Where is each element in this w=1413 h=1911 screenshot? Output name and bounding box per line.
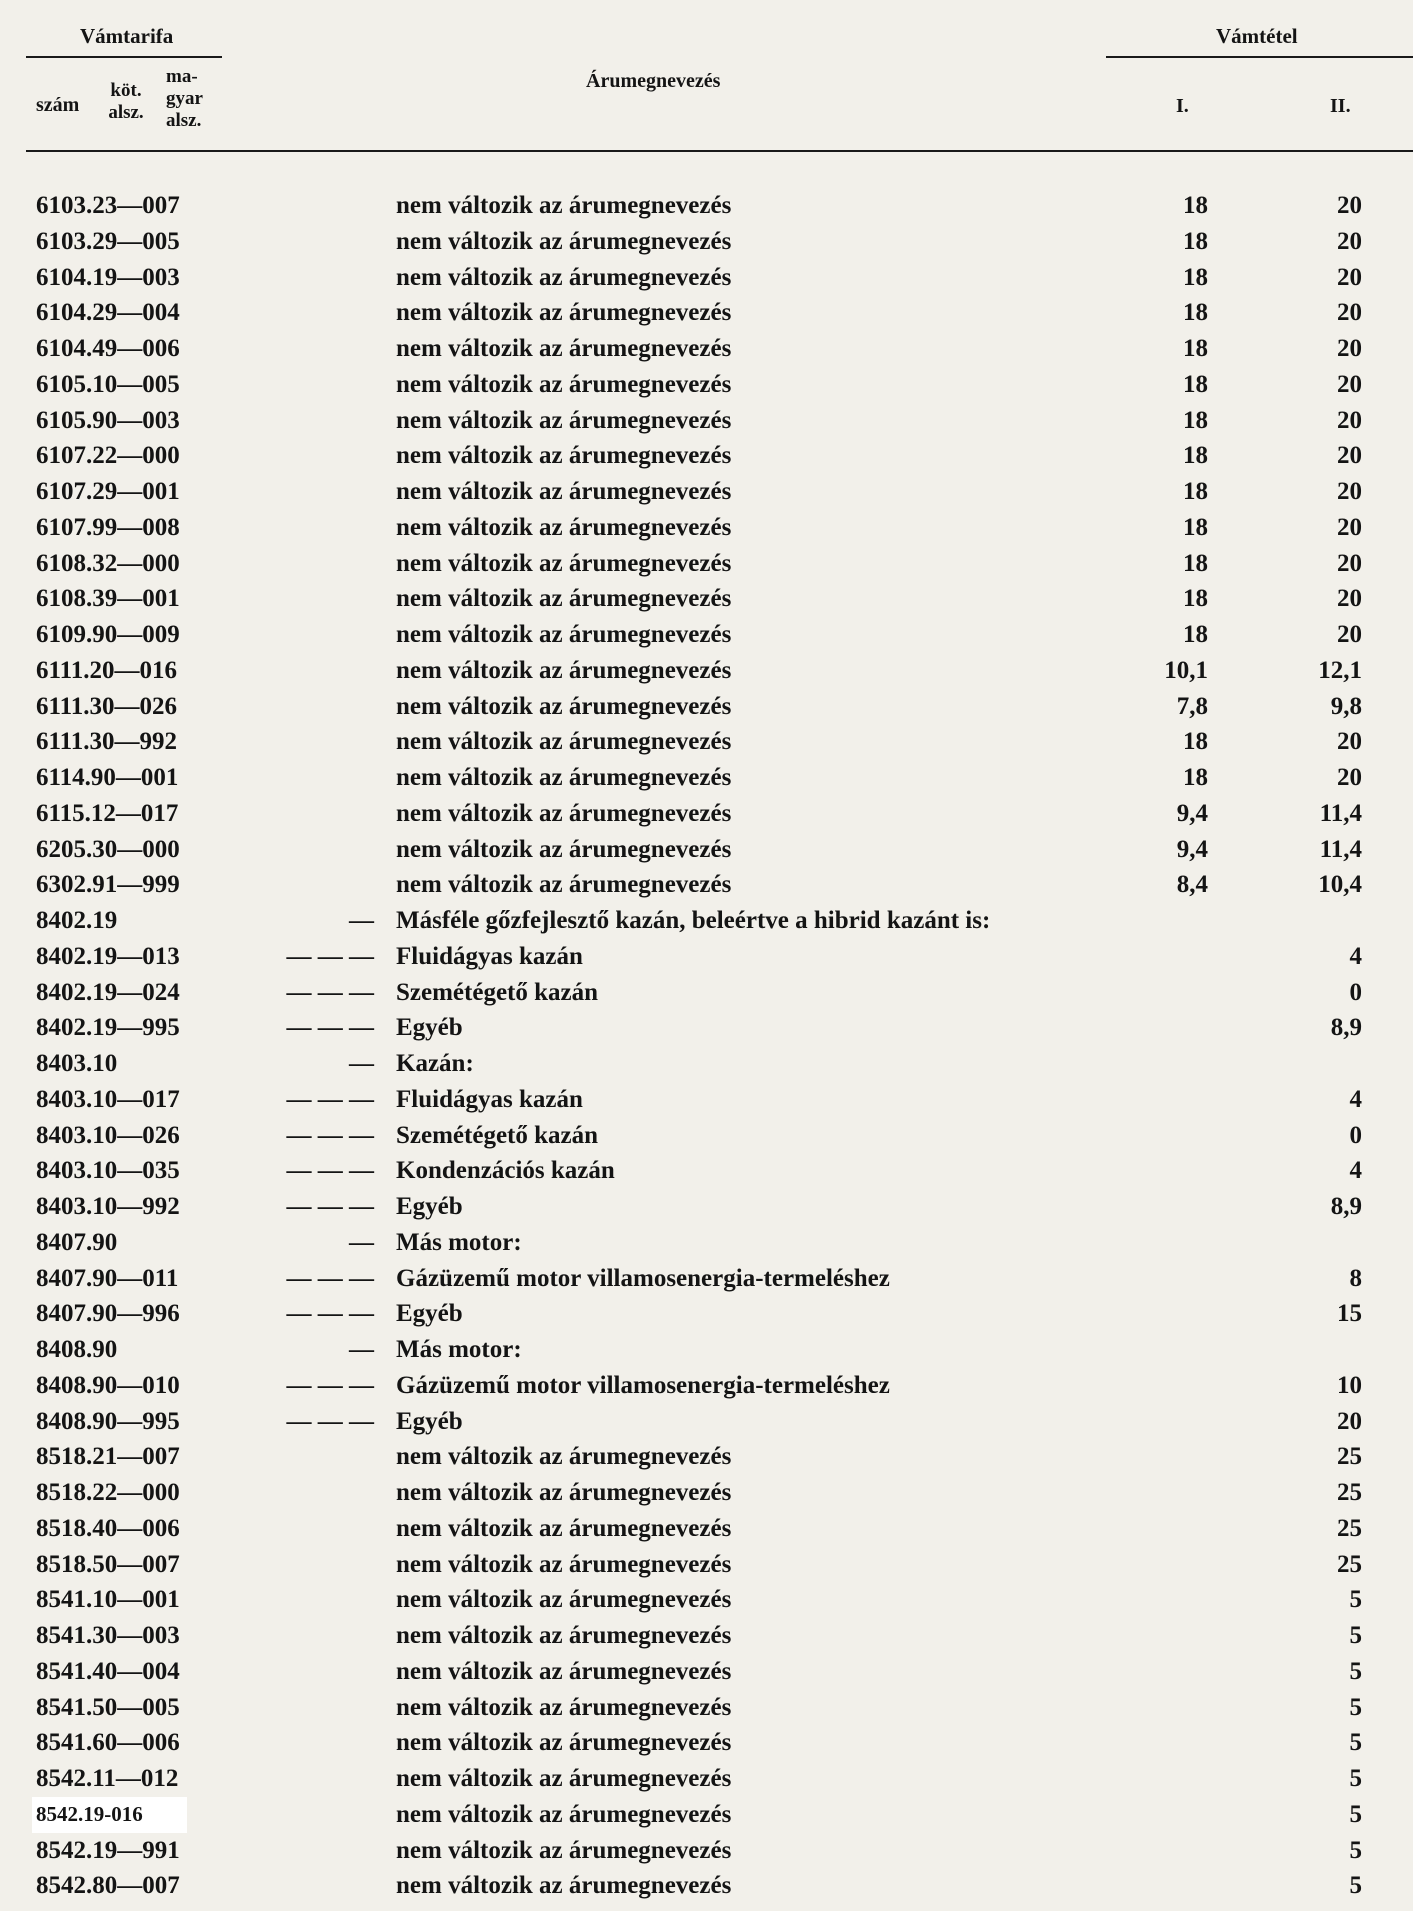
tariff-code: 6107.22—000	[36, 442, 180, 470]
dash-marker: — — —	[286, 1193, 374, 1220]
header-rule-left	[26, 56, 222, 58]
goods-description: Szemétégető kazán	[396, 978, 599, 1006]
rate-ii: 20	[1337, 335, 1362, 362]
table-row	[0, 617, 1413, 653]
goods-description: nem változik az árumegnevezés	[396, 442, 732, 470]
goods-description: nem változik az árumegnevezés	[396, 1693, 732, 1721]
rate-ii: 25	[1337, 1550, 1362, 1578]
tariff-code: 8541.30—003	[36, 1622, 180, 1649]
goods-description: Egyéb	[396, 1014, 463, 1042]
tariff-code: 6107.29—001	[36, 478, 180, 505]
dash-marker: — — —	[286, 942, 374, 970]
tariff-code: 6108.39—001	[36, 585, 180, 613]
table-row	[0, 1368, 1413, 1404]
tariff-code: 8402.19—013	[36, 942, 180, 970]
table-row	[0, 1797, 1413, 1833]
rate-ii: 25	[1337, 1479, 1362, 1506]
dash-marker: — — —	[286, 1371, 374, 1399]
table-row	[0, 546, 1413, 582]
tariff-code: 8403.10—035	[36, 1157, 180, 1185]
table-row	[0, 1833, 1413, 1869]
goods-description: nem változik az árumegnevezés	[396, 1586, 732, 1614]
tariff-code: 8518.22—000	[36, 1479, 180, 1506]
tariff-table-body	[0, 188, 1413, 1904]
tariff-code: 8542.19-016	[32, 1797, 187, 1833]
tariff-code: 8402.19	[36, 907, 118, 934]
table-row	[0, 1046, 1413, 1082]
rate-i: 18	[1183, 549, 1208, 577]
rate-ii: 8	[1349, 1264, 1362, 1292]
table-row	[0, 867, 1413, 903]
rate-i: 10,1	[1164, 656, 1208, 684]
goods-description: Szemétégető kazán	[396, 1121, 599, 1149]
rate-ii: 20	[1337, 585, 1362, 613]
header-szam: szám	[36, 94, 80, 116]
goods-description: Másféle gőzfejlesztő kazán, beleértve a hibrid kazánt is:	[396, 907, 991, 934]
goods-description: Egyéb	[396, 1407, 463, 1435]
rate-ii: 20	[1337, 442, 1362, 470]
tariff-code: 6104.29—004	[36, 299, 180, 327]
rate-i: 18	[1183, 370, 1208, 398]
rate-ii: 11,4	[1319, 835, 1362, 863]
rate-i: 18	[1183, 513, 1208, 541]
tariff-code: 6108.32—000	[36, 549, 180, 577]
header-vamtarifa: Vámtarifa	[80, 24, 174, 48]
header-magyar-alsz	[166, 66, 222, 132]
goods-description: nem változik az árumegnevezés	[396, 1872, 732, 1900]
tariff-code: 8518.40—006	[36, 1514, 180, 1542]
rate-ii: 0	[1349, 978, 1362, 1006]
rate-ii: 25	[1337, 1443, 1362, 1471]
table-row	[0, 295, 1413, 331]
table-row	[0, 367, 1413, 403]
tariff-code: 6105.90—003	[36, 406, 180, 434]
goods-description: nem változik az árumegnevezés	[396, 406, 732, 434]
rate-i: 18	[1183, 585, 1208, 613]
rate-i: 8,4	[1176, 871, 1208, 899]
dash-marker: —	[349, 907, 374, 934]
rate-ii: 9,8	[1330, 692, 1362, 720]
goods-description: nem változik az árumegnevezés	[396, 1550, 732, 1578]
table-row	[0, 1332, 1413, 1368]
header-col-i: I.	[1176, 95, 1189, 117]
rate-ii: 20	[1337, 227, 1362, 255]
rate-ii: 5	[1349, 1657, 1362, 1685]
tariff-code: 6104.19—003	[36, 263, 180, 291]
goods-description: Gázüzemű motor villamosenergia-termeléshez	[396, 1371, 890, 1399]
goods-description: nem változik az árumegnevezés	[396, 585, 732, 613]
goods-description: nem változik az árumegnevezés	[396, 478, 732, 505]
tariff-code: 6114.90—001	[36, 764, 179, 791]
table-row	[0, 760, 1413, 796]
goods-description: Egyéb	[396, 1300, 463, 1328]
tariff-code: 6111.30—992	[36, 728, 177, 756]
table-row	[0, 1582, 1413, 1618]
header-rule-right	[1106, 56, 1413, 58]
header-magyar-line3: alsz.	[166, 110, 202, 131]
tariff-code: 8542.80—007	[36, 1872, 180, 1900]
tariff-code: 8408.90—010	[36, 1371, 180, 1399]
goods-description: Fluidágyas kazán	[396, 1085, 583, 1113]
rate-ii: 15	[1337, 1300, 1362, 1328]
table-row	[0, 1118, 1413, 1154]
rate-i: 18	[1183, 335, 1208, 362]
dash-marker: — — —	[286, 1014, 374, 1042]
table-row	[0, 331, 1413, 367]
rate-ii: 20	[1337, 1407, 1362, 1435]
goods-description: nem változik az árumegnevezés	[396, 621, 732, 648]
goods-description: nem változik az árumegnevezés	[396, 799, 732, 827]
goods-description: nem változik az árumegnevezés	[396, 1479, 732, 1506]
rate-ii: 20	[1337, 513, 1362, 541]
rate-ii: 12,1	[1318, 656, 1362, 684]
rate-i: 18	[1183, 764, 1208, 791]
goods-description: nem változik az árumegnevezés	[396, 335, 732, 362]
rate-ii: 4	[1349, 1157, 1362, 1185]
table-row	[0, 1725, 1413, 1761]
tariff-code: 8408.90—995	[36, 1407, 180, 1435]
rate-ii: 10	[1337, 1371, 1362, 1399]
goods-description: nem változik az árumegnevezés	[396, 692, 732, 720]
dash-marker: —	[349, 1228, 374, 1256]
table-row	[0, 975, 1413, 1011]
goods-description: Más motor:	[396, 1228, 522, 1256]
dash-marker: — — —	[286, 1264, 374, 1292]
rate-ii: 10,4	[1318, 871, 1362, 899]
tariff-code: 6107.99—008	[36, 513, 180, 541]
table-row	[0, 1404, 1413, 1440]
table-row	[0, 1189, 1413, 1225]
header-kot-alsz	[104, 80, 148, 124]
rate-ii: 20	[1337, 764, 1362, 791]
goods-description: nem változik az árumegnevezés	[396, 1729, 732, 1757]
goods-description: nem változik az árumegnevezés	[396, 835, 732, 863]
header-arumegnevezes: Árumegnevezés	[586, 70, 721, 92]
rate-ii: 4	[1349, 1085, 1362, 1113]
rate-i: 9,4	[1176, 835, 1208, 863]
goods-description: nem változik az árumegnevezés	[396, 1800, 732, 1828]
dash-marker: — — —	[286, 1085, 374, 1113]
rate-ii: 5	[1349, 1872, 1362, 1900]
goods-description: nem változik az árumegnevezés	[396, 1657, 732, 1685]
rate-ii: 5	[1349, 1693, 1362, 1721]
table-row	[0, 796, 1413, 832]
goods-description: Más motor:	[396, 1336, 522, 1363]
goods-description: Egyéb	[396, 1193, 463, 1220]
rate-ii: 5	[1349, 1765, 1362, 1792]
tariff-code: 8408.90	[36, 1336, 118, 1363]
table-row	[0, 1761, 1413, 1797]
table-row	[0, 438, 1413, 474]
tariff-code: 8407.90—996	[36, 1300, 180, 1328]
tariff-code: 6111.30—026	[36, 692, 177, 720]
table-row	[0, 1261, 1413, 1297]
tariff-code: 8407.90	[36, 1228, 118, 1256]
table-row	[0, 1153, 1413, 1189]
goods-description: nem változik az árumegnevezés	[396, 370, 732, 398]
rate-ii: 5	[1349, 1586, 1362, 1614]
rate-i: 18	[1183, 192, 1208, 219]
rate-i: 18	[1183, 478, 1208, 505]
dash-marker: — — —	[286, 1121, 374, 1149]
table-row	[0, 1690, 1413, 1726]
table-row	[0, 1618, 1413, 1654]
dash-marker: — — —	[286, 978, 374, 1006]
rate-i: 9,4	[1176, 799, 1208, 827]
table-row	[0, 832, 1413, 868]
rate-i: 7,8	[1176, 692, 1208, 720]
table-row	[0, 1547, 1413, 1583]
tariff-code: 8402.19—024	[36, 978, 180, 1006]
rate-i: 18	[1183, 263, 1208, 291]
table-row	[0, 1868, 1413, 1904]
goods-description: nem változik az árumegnevezés	[396, 227, 732, 255]
goods-description: nem változik az árumegnevezés	[396, 549, 732, 577]
rate-ii: 20	[1337, 263, 1362, 291]
header-magyar-line1: ma-	[166, 66, 198, 87]
rate-i: 18	[1183, 621, 1208, 648]
tariff-code: 6105.10—005	[36, 370, 180, 398]
rate-ii: 5	[1349, 1800, 1362, 1828]
tariff-code: 8518.21—007	[36, 1443, 180, 1471]
table-row	[0, 260, 1413, 296]
tariff-code: 8403.10—992	[36, 1193, 180, 1220]
tariff-code: 8403.10	[36, 1050, 118, 1077]
tariff-code: 6115.12—017	[36, 799, 179, 827]
table-row	[0, 510, 1413, 546]
tariff-code: 6111.20—016	[36, 656, 177, 684]
rate-ii: 20	[1337, 621, 1362, 648]
rate-ii: 20	[1337, 370, 1362, 398]
table-row	[0, 689, 1413, 725]
rate-ii: 20	[1337, 192, 1362, 219]
dash-marker: — — —	[286, 1300, 374, 1328]
rate-i: 18	[1183, 442, 1208, 470]
tariff-code: 6104.49—006	[36, 335, 180, 362]
rate-ii: 5	[1349, 1729, 1362, 1757]
rate-i: 18	[1183, 406, 1208, 434]
tariff-code: 8407.90—011	[36, 1264, 179, 1292]
rate-ii: 20	[1337, 549, 1362, 577]
tariff-code: 6302.91—999	[36, 871, 180, 899]
tariff-code: 8541.10—001	[36, 1586, 180, 1614]
table-row	[0, 403, 1413, 439]
tariff-code: 8402.19—995	[36, 1014, 180, 1042]
dash-marker: — — —	[286, 1407, 374, 1435]
goods-description: Gázüzemű motor villamosenergia-termeléshez	[396, 1264, 890, 1292]
table-row	[0, 224, 1413, 260]
goods-description: Fluidágyas kazán	[396, 942, 583, 970]
dash-marker: —	[349, 1050, 374, 1077]
tariff-code: 6103.29—005	[36, 227, 180, 255]
tariff-code: 8403.10—017	[36, 1085, 180, 1113]
goods-description: Kondenzációs kazán	[396, 1157, 615, 1185]
table-row	[0, 188, 1413, 224]
tariff-code: 8518.50—007	[36, 1550, 180, 1578]
goods-description: nem változik az árumegnevezés	[396, 1765, 732, 1792]
rate-ii: 5	[1349, 1836, 1362, 1864]
rate-ii: 0	[1349, 1121, 1362, 1149]
rate-ii: 20	[1337, 406, 1362, 434]
table-row	[0, 474, 1413, 510]
rate-ii: 20	[1337, 728, 1362, 756]
goods-description: nem változik az árumegnevezés	[396, 1514, 732, 1542]
dash-marker: —	[349, 1336, 374, 1363]
rate-ii: 11,4	[1319, 799, 1362, 827]
rate-ii: 8,9	[1330, 1193, 1362, 1220]
tariff-code: 8541.40—004	[36, 1657, 180, 1685]
rate-ii: 20	[1337, 478, 1362, 505]
header-magyar-line2: gyar	[166, 88, 203, 109]
goods-description: nem változik az árumegnevezés	[396, 1622, 732, 1649]
header-rule-main	[26, 150, 1413, 152]
goods-description: nem változik az árumegnevezés	[396, 299, 732, 327]
table-row	[0, 1010, 1413, 1046]
goods-description: nem változik az árumegnevezés	[396, 1443, 732, 1471]
header-col-ii: II.	[1330, 95, 1351, 117]
table-row	[0, 581, 1413, 617]
goods-description: nem változik az árumegnevezés	[396, 513, 732, 541]
dash-marker: — — —	[286, 1157, 374, 1185]
table-row	[0, 1654, 1413, 1690]
rate-i: 18	[1183, 299, 1208, 327]
tariff-code: 8541.60—006	[36, 1729, 180, 1757]
header-kot-line1: köt.	[110, 80, 142, 101]
rate-ii: 20	[1337, 299, 1362, 327]
table-row	[0, 1511, 1413, 1547]
goods-description: nem változik az árumegnevezés	[396, 263, 732, 291]
goods-description: nem változik az árumegnevezés	[396, 728, 732, 756]
table-row	[0, 653, 1413, 689]
goods-description: nem változik az árumegnevezés	[396, 656, 732, 684]
table-row	[0, 903, 1413, 939]
rate-i: 18	[1183, 227, 1208, 255]
goods-description: nem változik az árumegnevezés	[396, 871, 732, 899]
goods-description: nem változik az árumegnevezés	[396, 764, 732, 791]
table-row	[0, 1296, 1413, 1332]
header-vamtetel: Vámtétel	[1216, 24, 1298, 48]
tariff-code: 6109.90—009	[36, 621, 180, 648]
tariff-code: 8541.50—005	[36, 1693, 180, 1721]
rate-ii: 25	[1337, 1514, 1362, 1542]
rate-ii: 4	[1349, 942, 1362, 970]
tariff-code: 6205.30—000	[36, 835, 180, 863]
tariff-code: 8403.10—026	[36, 1121, 180, 1149]
goods-description: nem változik az árumegnevezés	[396, 192, 732, 219]
table-row	[0, 724, 1413, 760]
table-row	[0, 1439, 1413, 1475]
header-kot-line2: alsz.	[108, 102, 144, 123]
goods-description: Kazán:	[396, 1050, 474, 1077]
table-row	[0, 939, 1413, 975]
table-row	[0, 1475, 1413, 1511]
table-row	[0, 1225, 1413, 1261]
tariff-code: 8542.11—012	[36, 1765, 179, 1792]
rate-ii: 8,9	[1330, 1014, 1362, 1042]
tariff-code: 6103.23—007	[36, 192, 180, 219]
table-row	[0, 1082, 1413, 1118]
goods-description: nem változik az árumegnevezés	[396, 1836, 732, 1864]
tariff-code: 8542.19—991	[36, 1836, 180, 1864]
rate-ii: 5	[1349, 1622, 1362, 1649]
rate-i: 18	[1183, 728, 1208, 756]
